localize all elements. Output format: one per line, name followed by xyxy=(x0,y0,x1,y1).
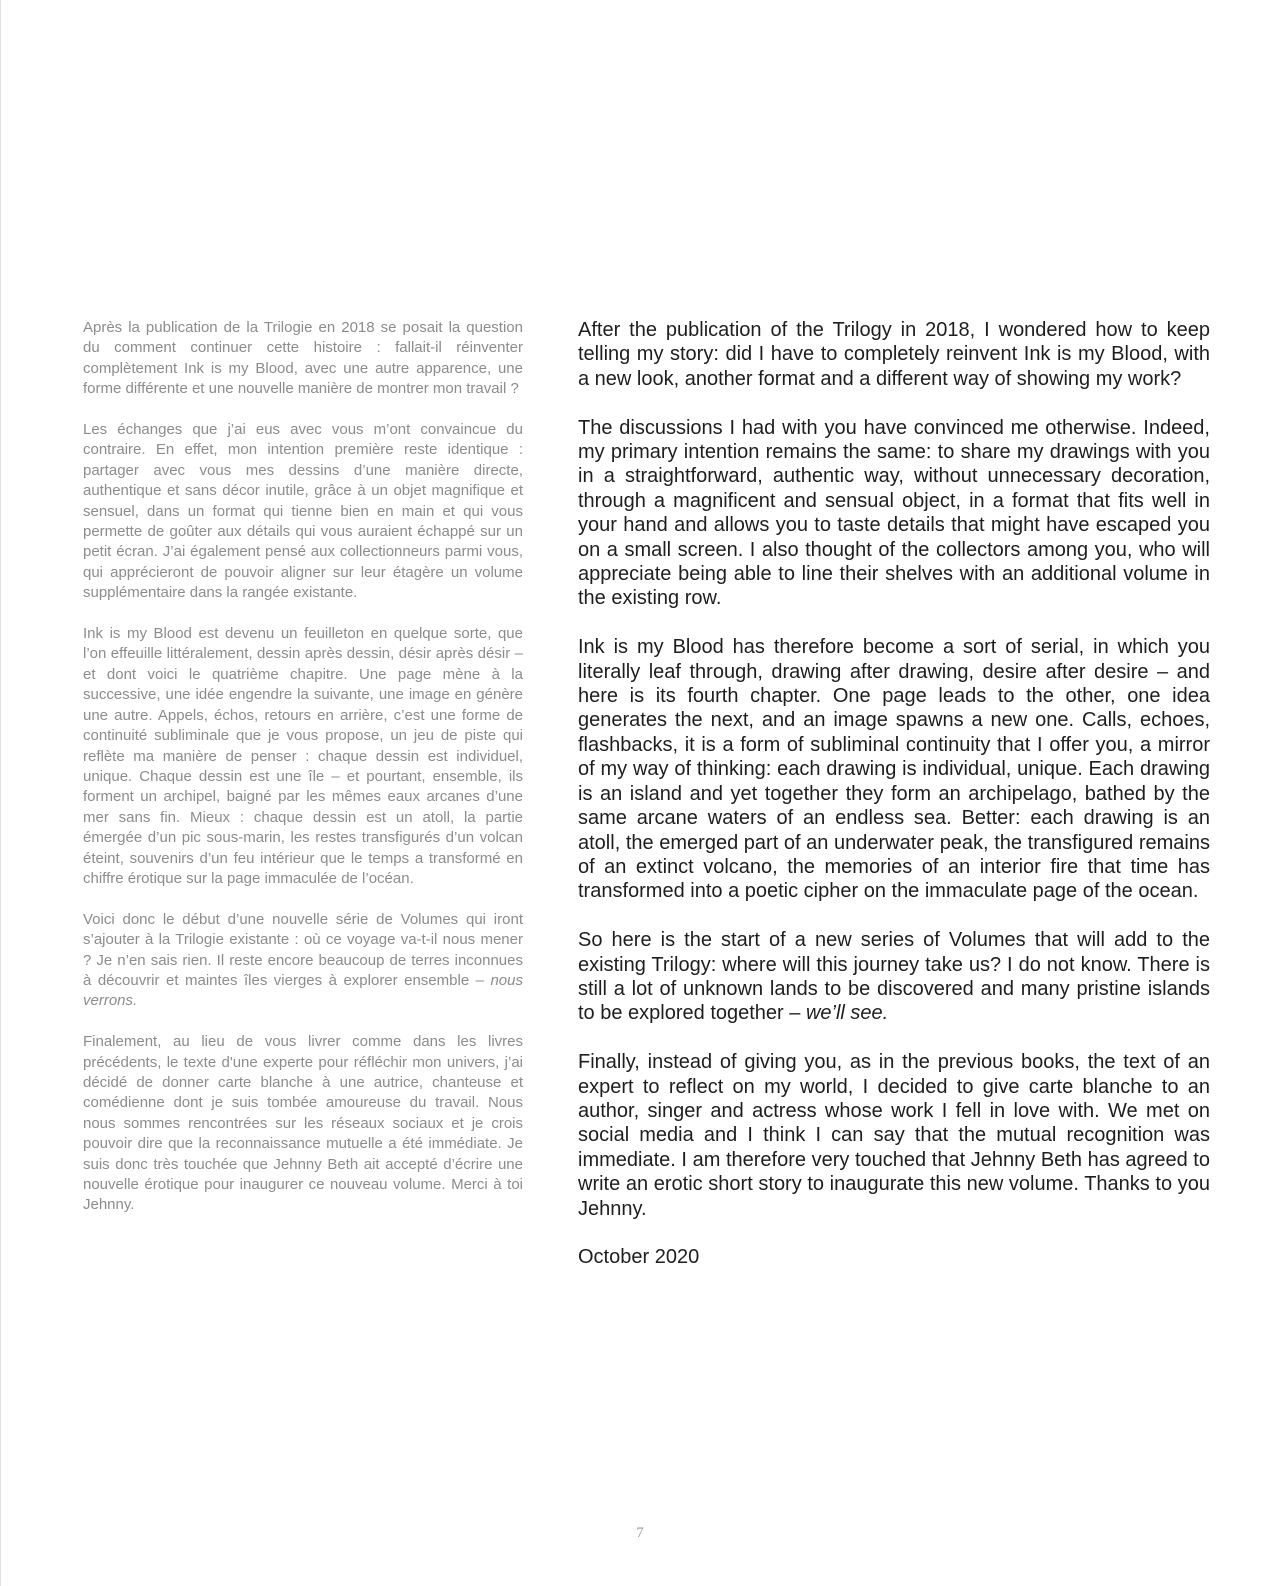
english-date: October 2020 xyxy=(578,1246,700,1269)
french-paragraph-4 xyxy=(83,910,523,1012)
french-paragraph-1: Après la publication de la Trilogie en 2018 se posait la question du comment continuer cette histoire : fallait-il réinventer complètement Ink is my Blood, avec une autre apparence, une forme différente et une nouvelle manière de montrer mon travail ? xyxy=(83,319,523,398)
english-paragraph-4-text: So here is the start of a new series of Volumes that will add to the existing Trilogy: where will this journey take us? I do not know. There is still a lot of unknown lands to be discovered and many pristine islands to be explored together – xyxy=(578,929,1210,1025)
french-paragraph-5: Finalement, au lieu de vous livrer comme dans les livres précédents, le texte d'une experte pour réfléchir mon univers, j’ai décidé de donner carte blanche à une autrice, chanteuse et comédienne dont je suis tombée amoureuse du travail. Nous nous sommes rencontrées sur les réseaux sociaux et je crois pouvoir dire que la reconnaissance mutuelle a été immédiate. Je suis donc très touchée que Jehnny Beth ait accepté d’écrire une nouvelle érotique pour inaugurer ce nouveau volume. Merci à toi Jehnny. xyxy=(83,1033,523,1214)
english-paragraph-1: After the publication of the Trilogy in 2018, I wondered how to keep telling my story: did I have to completely reinvent Ink is my Blood, with a new look, another format and a different way of showing my work? xyxy=(578,319,1210,390)
french-paragraph-4-italic: nous verrons. xyxy=(83,971,523,1010)
page-edge xyxy=(0,0,1,1586)
page-number: 7 xyxy=(636,1525,644,1541)
english-paragraph-5: Finally, instead of giving you, as in the previous books, the text of an expert to reflect on my world, I decided to give carte blanche to an author, singer and actress whose work I fell in love with. We met on social media and I think I can say that the mutual recognition was immediate. I am therefore very touched that Jehnny Beth has agreed to write an erotic short story to inaugurate this new volume. Thanks to you Jehnny. xyxy=(578,1051,1210,1220)
english-paragraph-4-italic: we’ll see. xyxy=(805,1002,889,1025)
english-paragraph-4 xyxy=(578,928,1210,1026)
french-column xyxy=(83,318,523,1216)
french-paragraph-4-text: Voici donc le début d’une nouvelle série de Volumes qui iront s’ajouter à la Trilogie existante : où ce voyage va-t-il nous mener ? Je n’en sais rien. Il reste encore beaucoup de terres inconnues à découvrir et maintes îles vierges à explorer ensemble – xyxy=(83,910,523,989)
english-paragraph-3: Ink is my Blood has therefore become a sort of serial, in which you literally leaf through, drawing after drawing, desire after desire – and here is its fourth chapter. One page leads to the other, one idea generates the next, and an image spawns a new one. Calls, echoes, flashbacks, it is a form of subliminal continuity that I offer you, a mirror of my way of thinking: each drawing is individual, unique. Each drawing is an island and yet together they form an archipelago, bathed by the same arcane waters of an endless sea. Better: each drawing is an atoll, the emerged part of an underwater peak, the transfigured remains of an extinct volcano, the memories of an interior fire that time has transformed into a poetic cipher on the immaculate page of the ocean. xyxy=(578,636,1210,903)
french-paragraph-2: Les échanges que j’ai eus avec vous m’ont convaincue du contraire. En effet, mon intention première reste identique : partager avec vous mes dessins d’une manière directe, authentique et sans décor inutile, grâce à un objet magnifique et sensuel, dans un format qui tienne bien en main et qui vous permette de goûter aux détails qui vous auraient échappé sur un petit écran. J’ai également pensé aux collectionneurs parmi vous, qui apprécieront de pouvoir aligner sur leur étagère un volume supplémentaire dans la rangée existante. xyxy=(83,421,523,602)
english-column xyxy=(578,318,1210,1270)
english-paragraph-2: The discussions I had with you have convinced me otherwise. Indeed, my primary intention remains the same: to share my drawings with you in a straightforward, authentic way, without unnecessary decoration, through a magnificent and sensual object, in a format that fits well in your hand and allows you to taste details that might have escaped you on a small screen. I also thought of the collectors among you, who will appreciate being able to line their shelves with an additional volume in the existing row. xyxy=(578,416,1210,610)
french-paragraph-3: Ink is my Blood est devenu un feuilleton en quelque sorte, que l’on effeuille littéralement, dessin après dessin, désir après désir – et dont voici le quatrième chapitre. Une page mène à la successive, une idée engendre la suivante, une image en génère une autre. Appels, échos, retours en arrière, c’est une forme de continuité subliminale que je vous propose, un jeu de piste qui reflète ma manière de penser : chaque dessin est individuel, unique. Chaque dessin est une île – et pourtant, ensemble, ils forment un archipel, baigné par les mêmes eaux arcanes d’une mer sans fin. Mieux : chaque dessin est un atoll, la partie émergée d’un pic sous-marin, les restes transfigurés d’un volcan éteint, souvenirs d’un feu intérieur que le temps a transformé en chiffre érotique sur la page immaculée de l’océan. xyxy=(83,625,523,887)
